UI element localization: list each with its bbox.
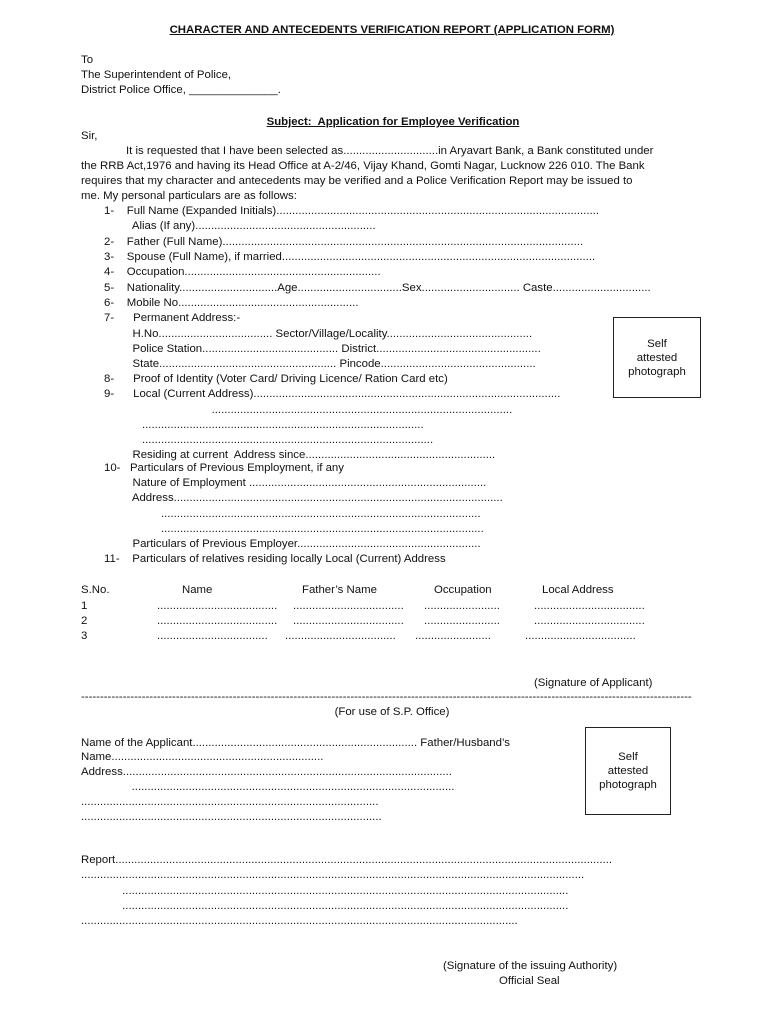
table-header-fathers-name: Father’s Name bbox=[302, 584, 377, 596]
subject-line: Subject: Application for Employee Verification bbox=[266, 116, 520, 128]
report-line: Report............................................................................................................................................................. bbox=[81, 854, 613, 866]
to-line: To bbox=[81, 54, 94, 66]
table-cell-fathers-name: ................................... bbox=[293, 615, 404, 627]
item-residing-since: Residing at current Address since............................................................ bbox=[104, 449, 496, 461]
salutation: Sir, bbox=[81, 130, 98, 142]
item-local-address-line: ............................................................................................... bbox=[104, 404, 513, 416]
official-seal: Official Seal bbox=[499, 975, 560, 987]
form-title: CHARACTER AND ANTECEDENTS VERIFICATION REPORT (APPLICATION FORM) bbox=[169, 24, 615, 36]
table-cell-fathers-name: ................................... bbox=[285, 630, 396, 642]
office-address: Address........................................................................................................ bbox=[81, 766, 452, 778]
table-cell-name: ...................................... bbox=[157, 615, 278, 627]
table-cell-local-address: ................................... bbox=[534, 615, 645, 627]
item-permanent-address: 7- Permanent Address:- bbox=[104, 312, 241, 324]
item-local-address-line: ............................................................................................ bbox=[104, 434, 434, 446]
body-line: me. My personal particulars are as follows: bbox=[81, 190, 297, 202]
item-alias: Alias (If any)......................................................... bbox=[104, 220, 376, 232]
item-full-name: 1- Full Name (Expanded Initials)...................................................................................................... bbox=[104, 205, 599, 217]
body-line: the RRB Act,1976 and having its Head Office at A-2/46, Vijay Khand, Gomti Nagar, Lucknow 226 010. The Bank bbox=[81, 160, 645, 172]
item-state: State........................................................ Pincode................................................. bbox=[104, 358, 536, 370]
photo-box-label: Self attested photograph bbox=[599, 751, 657, 791]
table-header-sno: S.No. bbox=[81, 584, 110, 596]
office-applicant-name: Name of the Applicant....................................................................... Father/Husband’s bbox=[81, 737, 511, 749]
table-header-occupation: Occupation bbox=[434, 584, 492, 596]
item-previous-employer: Particulars of Previous Employer.......................................................... bbox=[104, 538, 481, 550]
office-use-heading: (For use of S.P. Office) bbox=[334, 706, 450, 718]
report-line: ............................................................................................................................................. bbox=[81, 900, 569, 912]
table-cell-name: ...................................... bbox=[157, 600, 278, 612]
office-line: District Police Office, ______________. bbox=[81, 84, 281, 96]
signature-applicant: (Signature of Applicant) bbox=[534, 677, 653, 689]
office-address-line: ...................................................................................................... bbox=[81, 781, 455, 793]
body-line: It is requested that I have been selected as..............................in Aryavart Bank, a Bank constituted under bbox=[126, 145, 654, 157]
table-cell-local-address: ................................... bbox=[525, 630, 636, 642]
item-relatives: 11- Particulars of relatives residing locally Local (Current) Address bbox=[104, 553, 446, 565]
report-line: ............................................................................................................................................................... bbox=[81, 869, 585, 881]
table-header-name: Name bbox=[182, 584, 213, 596]
item-hno: H.No.................................... Sector/Village/Locality.............................................. bbox=[104, 328, 533, 340]
table-cell-occupation: ........................ bbox=[415, 630, 491, 642]
body-line: requires that my character and antecedents may be verified and a Police Verification Report may be issued to bbox=[81, 175, 633, 187]
item-nature-employment: Nature of Employment ........................................................................... bbox=[104, 477, 487, 489]
item-father: 2- Father (Full Name).................................................................................................................. bbox=[104, 236, 584, 248]
item-occupation: 4- Occupation.............................................................. bbox=[104, 266, 381, 278]
table-cell-name: ................................... bbox=[157, 630, 268, 642]
divider-line: ----------------------------------------------------------------------------------------------------------------------------------------------------------------- bbox=[81, 691, 692, 703]
table-cell-fathers-name: ................................... bbox=[293, 600, 404, 612]
signature-authority: (Signature of the issuing Authority) bbox=[443, 960, 618, 972]
office-name-line: Name................................................................... bbox=[81, 751, 324, 763]
item-employment-address: Address........................................................................................................ bbox=[104, 492, 503, 504]
addressee-line: The Superintendent of Police, bbox=[81, 69, 232, 81]
item-local-address-line: ......................................................................................... bbox=[104, 419, 424, 431]
item-police-station: Police Station........................................... District.................................................... bbox=[104, 343, 541, 355]
photo-box-office bbox=[585, 727, 671, 815]
item-local-address: 9- Local (Current Address)................................................................................................. bbox=[104, 388, 561, 400]
table-cell-occupation: ........................ bbox=[424, 615, 500, 627]
report-line: ............................................................................................................................................. bbox=[81, 885, 569, 897]
item-mobile: 6- Mobile No......................................................... bbox=[104, 297, 359, 309]
photo-box-applicant bbox=[613, 317, 701, 398]
item-previous-employment: 10- Particulars of Previous Employment, if any bbox=[104, 462, 344, 474]
item-employment-address-line: ...................................................................................................... bbox=[104, 523, 484, 535]
item-employment-address-line: ..................................................................................................... bbox=[104, 508, 481, 520]
office-address-line: .............................................................................................. bbox=[81, 796, 379, 808]
table-cell-sno: 3 bbox=[81, 630, 88, 642]
item-proof-identity: 8- Proof of Identity (Voter Card/ Driving Licence/ Ration Card etc) bbox=[104, 373, 448, 385]
table-cell-local-address: ................................... bbox=[534, 600, 645, 612]
table-cell-sno: 2 bbox=[81, 615, 88, 627]
item-nationality: 5- Nationality...............................Age.................................Sex............................... Caste............................... bbox=[104, 282, 651, 294]
report-line: .......................................................................................................................................... bbox=[81, 915, 518, 927]
photo-box-label: Self attested photograph bbox=[628, 337, 686, 378]
table-header-local-address: Local Address bbox=[542, 584, 614, 596]
item-spouse: 3- Spouse (Full Name), if married................................................................................................... bbox=[104, 251, 596, 263]
table-cell-sno: 1 bbox=[81, 600, 88, 612]
office-address-line: ............................................................................................... bbox=[81, 811, 382, 823]
table-cell-occupation: ........................ bbox=[424, 600, 500, 612]
